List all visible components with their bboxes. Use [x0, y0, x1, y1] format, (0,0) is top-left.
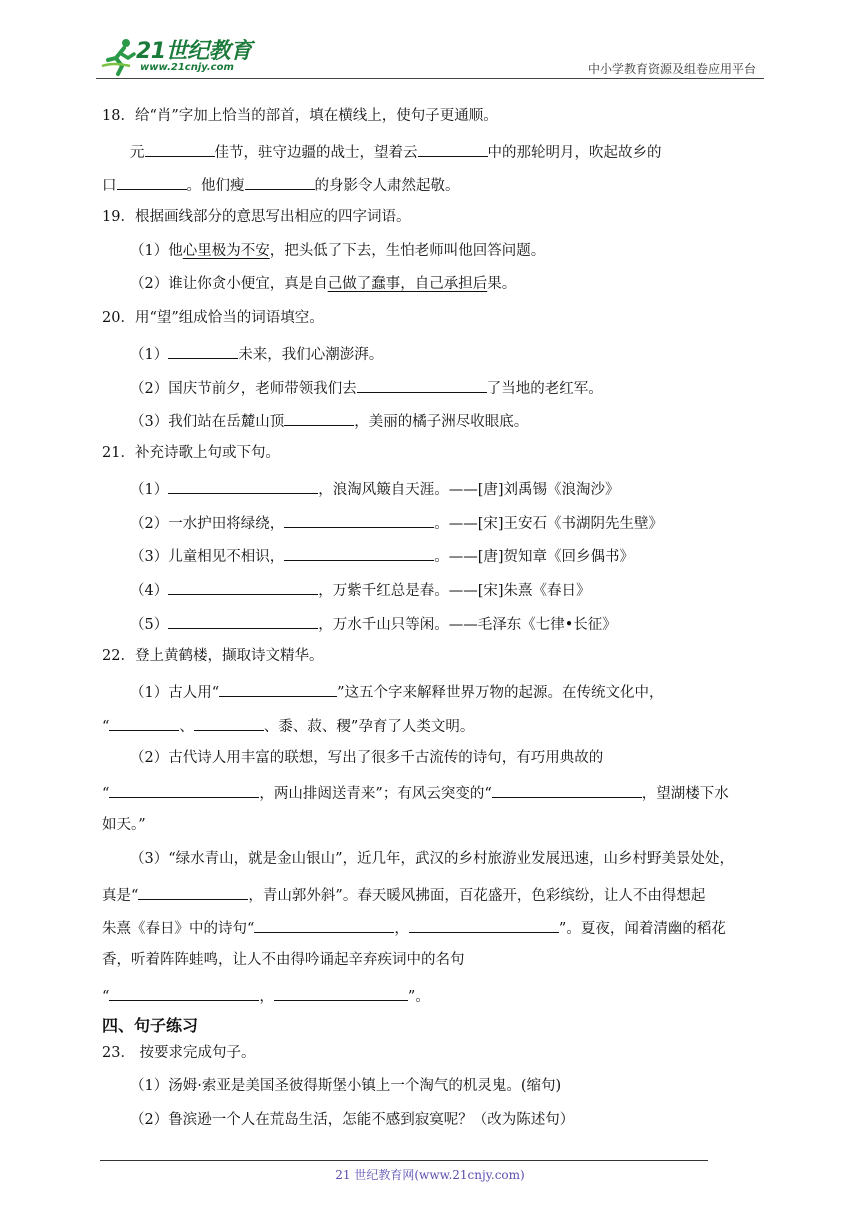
text-segment: （2）一水护田将绿绕，	[130, 516, 285, 532]
question-22-part-3-line-3	[102, 916, 726, 939]
question-22-part-1-line-1	[130, 680, 664, 703]
text-segment: （2）国庆节前夕，老师带领我们去	[130, 381, 357, 397]
blank-field[interactable]	[168, 612, 318, 629]
blank-field[interactable]	[109, 984, 259, 1001]
question-22-title: 22．登上黄鹤楼，撷取诗文精华。	[102, 648, 324, 664]
text-segment: ，万水千山只等闲。——毛泽东《七律•长征》	[318, 617, 617, 633]
text-segment: （1）他	[130, 243, 183, 259]
text-segment: （2）谁让你贪小便宜，真是自	[130, 276, 328, 292]
blank-field[interactable]	[284, 511, 434, 528]
question-21-item-3	[130, 544, 634, 567]
page-header	[96, 28, 760, 80]
question-22-part-2-line-3: 如天。”	[102, 817, 146, 833]
text-segment: “	[102, 786, 110, 802]
blank-field[interactable]	[109, 714, 179, 731]
question-20-item-1	[130, 342, 383, 365]
text-segment: ，	[259, 989, 274, 1005]
section-4-heading: 四、句子练习	[102, 1016, 199, 1035]
text-segment: ”。	[407, 989, 430, 1005]
header-platform-title: 中小学教育资源及组卷应用平台	[587, 62, 756, 76]
blank-field[interactable]	[138, 883, 248, 900]
text-segment: 、黍、菽、稷”孕育了人类文明。	[263, 719, 475, 735]
question-22-part-2-line-1: （2）古代诗人用丰富的联想，写出了很多千古流传的诗句，有巧用典故的	[130, 750, 604, 766]
text-segment: 元	[130, 145, 145, 161]
question-19-title: 19．根据画线部分的意思写出相应的四字词语。	[102, 209, 411, 225]
text-segment: ，把头低了下去，生怕老师叫他回答问题。	[269, 243, 546, 259]
text-segment: ，青山郭外斜”。春天暖风拂面，百花盛开，色彩缤纷，让人不由得想起	[248, 888, 706, 904]
blank-field[interactable]	[418, 140, 488, 157]
question-20-title: 20．用“望”组成恰当的词语填空。	[102, 310, 324, 326]
question-18-line-2	[102, 173, 460, 196]
blank-field[interactable]	[145, 140, 215, 157]
question-22-part-3-line-2	[102, 883, 705, 906]
text-segment: ，浪淘风簸自天涯。——[唐]刘禹锡《浪淘沙》	[318, 482, 620, 498]
text-segment: （3）我们站在岳麓山顶	[130, 414, 285, 430]
text-segment: 果。	[487, 276, 517, 292]
text-segment: 。——[宋]王安石《书湖阴先生壁》	[434, 516, 664, 532]
question-19-item-1	[130, 241, 545, 261]
site-logo[interactable]	[96, 34, 266, 78]
footer-link[interactable]: 21 世纪教育网(www.21cnjy.com)	[335, 1168, 525, 1182]
question-21-item-4	[130, 578, 591, 601]
blank-field[interactable]	[284, 544, 434, 561]
blank-field[interactable]	[492, 781, 642, 798]
text-segment: （3）儿童相见不相识，	[130, 549, 285, 565]
header-divider	[96, 78, 764, 79]
logo-url: www.21cnjy.com	[140, 62, 234, 73]
blank-field[interactable]	[194, 714, 264, 731]
question-22-part-3-line-5	[102, 984, 430, 1007]
text-segment: 佳节，驻守边疆的战士，望着云	[214, 145, 418, 161]
blank-field[interactable]	[357, 376, 487, 393]
text-segment: 的身影令人肃然起敬。	[314, 178, 460, 194]
question-18-line-1	[130, 140, 662, 163]
text-segment: ”。夏夜，闻着清幽的稻花	[558, 921, 726, 937]
question-21-title: 21．补充诗歌上句或下句。	[102, 445, 280, 461]
text-segment: ，两山排闼送青来”；有风云突变的“	[259, 786, 492, 802]
text-segment: 了当地的老红军。	[486, 381, 603, 397]
blank-field[interactable]	[168, 477, 318, 494]
text-segment: ，万紫千红总是春。——[宋]朱熹《春日》	[318, 583, 591, 599]
text-segment: “	[102, 989, 110, 1005]
text-segment: 朱熹《春日》中的诗句“	[102, 921, 255, 937]
question-20-item-2	[130, 376, 603, 399]
text-segment: ，望湖楼下水	[641, 786, 729, 802]
question-22-part-3-line-1: （3）“绿水青山，就是金山银山”，近几年，武汉的乡村旅游业发展迅速，山乡村野美景处处，	[130, 851, 735, 867]
question-22-part-1-line-2	[102, 714, 474, 737]
text-segment: ”这五个字来解释世界万物的起源。在传统文化中，	[337, 685, 664, 701]
runner-logo-icon	[100, 36, 140, 76]
text-segment: 口	[102, 178, 117, 194]
blank-field[interactable]	[168, 342, 238, 359]
text-segment: ，美丽的橘子洲尽收眼底。	[354, 414, 529, 430]
footer-divider	[100, 1160, 708, 1161]
text-segment: 、	[179, 719, 194, 735]
blank-field[interactable]	[219, 680, 337, 697]
question-21-item-1	[130, 477, 620, 500]
question-23-item-2: （2）鲁滨逊一个人在荒岛生活，怎能不感到寂寞呢？（改为陈述句）	[130, 1112, 575, 1128]
question-18-title: 18．给“肖”字加上恰当的部首，填在横线上，使句子更通顺。	[102, 108, 498, 124]
blank-field[interactable]	[409, 916, 559, 933]
blank-field[interactable]	[254, 916, 394, 933]
text-segment: 。——[唐]贺知章《回乡偶书》	[434, 549, 635, 565]
question-23-title: 23． 按要求完成句子。	[102, 1045, 256, 1061]
text-segment: （1）古人用“	[130, 685, 220, 701]
text-segment: （1）	[130, 482, 169, 498]
question-20-item-3	[130, 409, 528, 432]
text-segment: 真是“	[102, 888, 139, 904]
question-19-item-2	[130, 274, 516, 294]
blank-field[interactable]	[274, 984, 408, 1001]
question-21-item-5	[130, 612, 617, 635]
text-segment: 未来，我们心潮澎湃。	[238, 347, 384, 363]
underlined-phrase: 心里极为不安	[182, 243, 270, 259]
text-segment: （5）	[130, 617, 169, 633]
blank-field[interactable]	[109, 781, 259, 798]
blank-field[interactable]	[245, 173, 315, 190]
text-segment: 中的那轮明月，吹起故乡的	[487, 145, 662, 161]
blank-field[interactable]	[284, 409, 354, 426]
text-segment: （1）	[130, 347, 169, 363]
text-segment: ，	[394, 921, 409, 937]
blank-field[interactable]	[117, 173, 187, 190]
question-22-part-2-line-2	[102, 781, 729, 804]
question-23-item-1: （1）汤姆·索亚是美国圣彼得斯堡小镇上一个淘气的机灵鬼。(缩句)	[130, 1078, 562, 1094]
logo-text: 21世纪教育	[136, 39, 252, 64]
text-segment: 。他们瘦	[186, 178, 245, 194]
question-21-item-2	[130, 511, 663, 534]
question-22-part-3-line-4: 香，听着阵阵蛙鸣，让人不由得吟诵起辛弃疾词中的名句	[102, 952, 465, 968]
underlined-phrase: 己做了蠢事，自己承担后	[327, 276, 488, 292]
text-segment: “	[102, 719, 110, 735]
text-segment: （4）	[130, 583, 169, 599]
blank-field[interactable]	[168, 578, 318, 595]
